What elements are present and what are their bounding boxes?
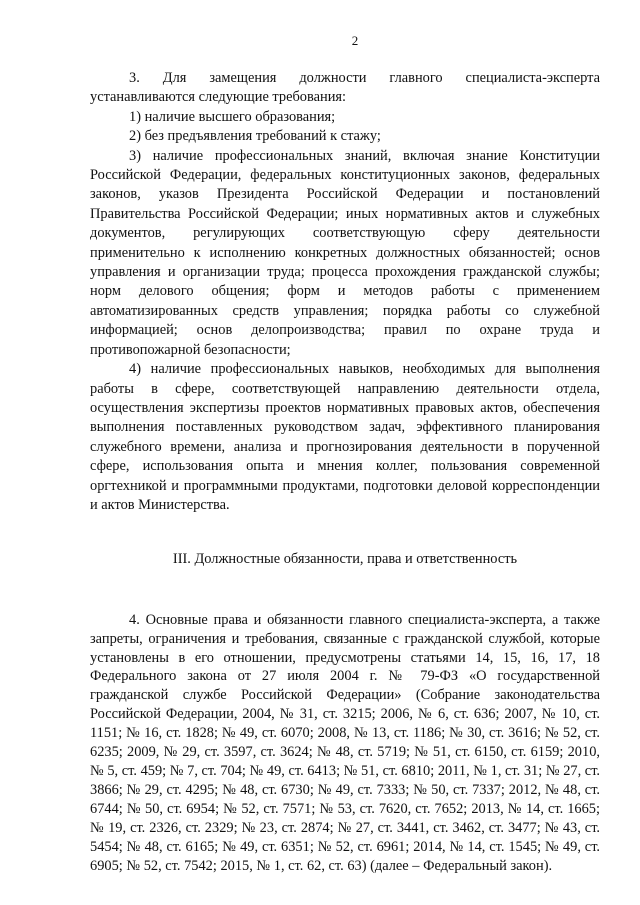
requirement-4: 4) наличие профессиональных навыков, необходимых для выполнения работы в сфере, соответствующей направлению деятельности отдела, осуществления экспертизы проектов нормативных правовых актов, обеспечения выполнения поставленных руководством задач, эффективного планирования служебного времени, анализа и прогнозирования деятельности в порученной сфере, использования опыта и мнения коллег, пользования современной оргтехникой и программными продуктами, подготовки деловой корреспонденции и актов Министерства. xyxy=(90,361,600,513)
requirement-2: 2) без предъявления требований к стажу; xyxy=(129,128,381,145)
page-number: 2 xyxy=(351,33,359,48)
section-heading: III. Должностные обязанности, права и ответственность xyxy=(172,551,518,568)
requirement-3: 3) наличие профессиональных знаний, включая знание Конституции Российской Федерации, федеральных конституционных законов, федеральных законов, указов Президента Российской Федерации и постановлений Правительства Российской Федерации; иных нормативных актов и служебных документов, регулирующих соответствующую сферу деятельности применительно к исполнению конкретных должностных обязанностей; основ управления и организации труда; процесса прохождения гражданской службы; норм делового общения; форм и методов работы с применением автоматизированных средств управления; порядка работы со служебной информацией; основ делопроизводства; правил по охране труда и противопожарной безопасности; xyxy=(90,147,600,358)
paragraph-4: 4. Основные права и обязанности главного специалиста-эксперта, а также запреты, ограничения и требования, связанные с гражданской службой, которые установлены в его отношении, предусмотрены статьями 14, 15, 16, 17, 18 Федерального закона от 27 июля 2004 г. № 79-ФЗ «О государственной гражданской службе Российской Федерации» (Собрание законодательства Российской Федерации, 2004, № 31, ст. 3215; 2006, № 6, ст. 636; 2007, № 10, ст. 1151; № 16, ст. 1828; № 49, ст. 6070; 2008, № 13, ст. 1186; № 30, ст. 3616; № 52, ст. 6235; 2009, № 29, ст. 3597, ст. 3624; № 48, ст. 5719; № 51, ст. 6150, ст. 6159; 2010, № 5, ст. 459; № 7, ст. 704; № 49, ст. 6413; № 51, ст. 6810; 2011, № 1, ст. 31; № 27, ст. 3866; № 29, ст. 4295; № 48, ст. 6730; № 49, ст. 7333; № 50, ст. 7337; 2012, № 48, ст. 6744; № 50, ст. 6954; № 52, ст. 7571; № 53, ст. 7620, ст. 7652; 2013, № 14, ст. 1665; № 19, ст. 2326, ст. 2329; № 23, ст. 2874; № 27, ст. 3441, ст. 3462, ст. 3477; № 43, ст. 5454; № 48, ст. 6165; № 49, ст. 6351; № 52, ст. 6961; 2014, № 14, ст. 1545; № 49, ст. 6905; № 52, ст. 7542; 2015, № 1, ст. 62, ст. 63) (далее – Федеральный закон). xyxy=(90,611,600,874)
paragraph-3-intro: 3. Для замещения должности главного специалиста-эксперта устанавливаются следующие требования: xyxy=(90,70,600,106)
requirement-1: 1) наличие высшего образования; xyxy=(129,108,336,125)
